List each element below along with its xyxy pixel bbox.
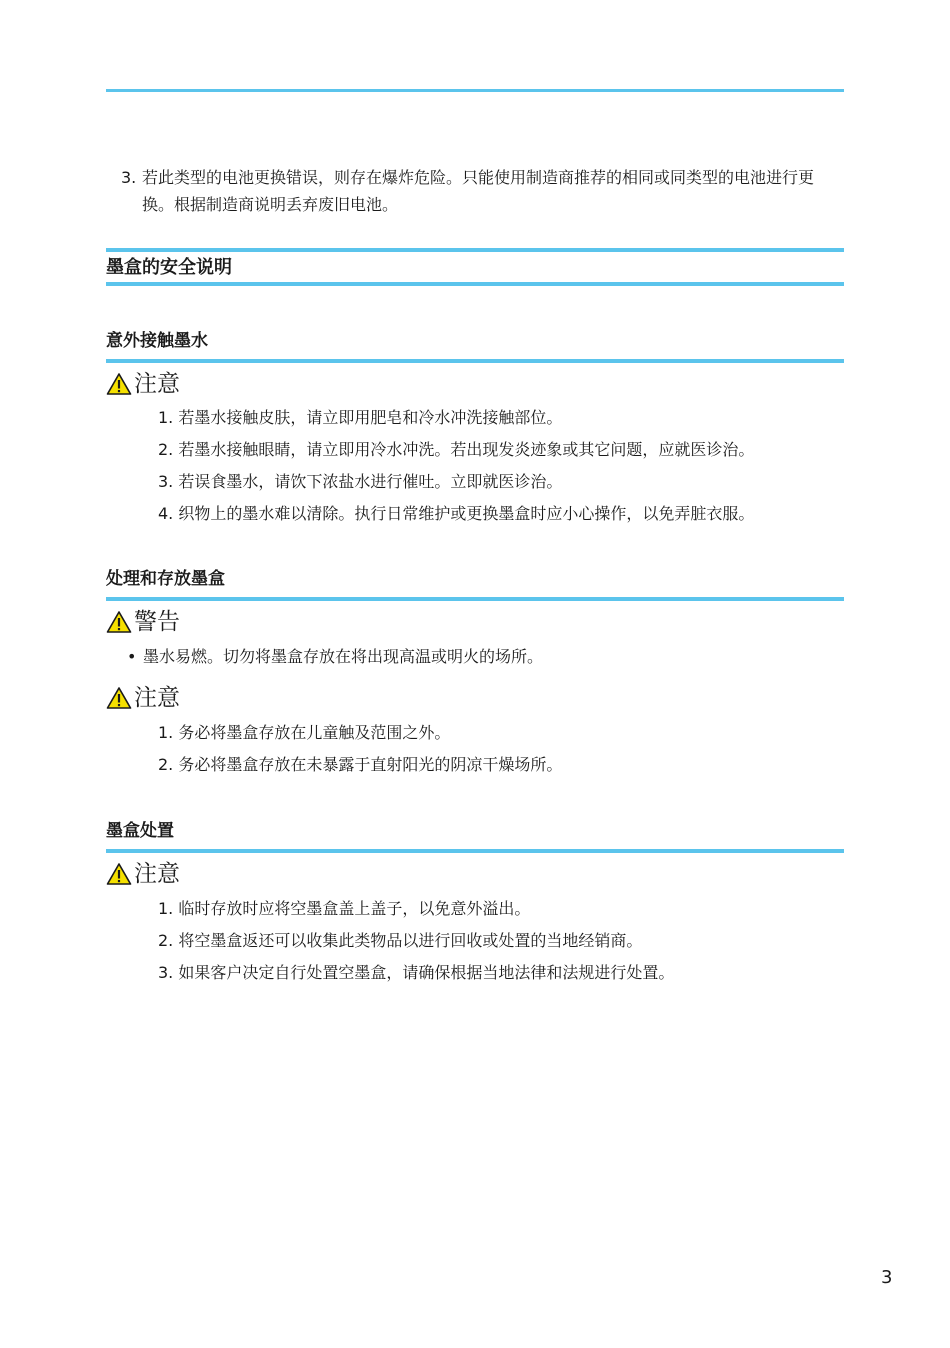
warning-list: [127, 643, 827, 671]
subsection-title: 意外接触墨水: [106, 331, 208, 351]
caution-label: 注意: [134, 861, 180, 887]
list-item: 1. 临时存放时应将空墨盒盖上盖子，以免意外溢出。: [158, 899, 531, 918]
warning-heading: [106, 607, 180, 637]
list-item-text: 墨水易燃。切勿将墨盒存放在将出现高温或明火的场所。: [143, 647, 544, 666]
warning-triangle-icon: [106, 372, 132, 396]
bullet-icon: •: [127, 647, 137, 666]
list-item: 3. 若误食墨水，请饮下浓盐水进行催吐。立即就医诊治。: [158, 472, 563, 491]
caution-label: 注意: [134, 371, 180, 397]
list-item: 1. 若墨水接触皮肤，请立即用肥皂和冷水冲洗接触部位。: [158, 408, 563, 427]
section-title: 墨盒的安全说明: [106, 257, 232, 278]
subsection-rule: [106, 849, 844, 853]
caution-label: 注意: [134, 685, 180, 711]
list-item: 2. 务必将墨盒存放在未暴露于直射阳光的阴凉干燥场所。: [158, 755, 563, 774]
list-item: 4. 织物上的墨水难以清除。执行日常维护或更换墨盒时应小心操作，以免弄脏衣服。: [158, 504, 755, 523]
caution-list: [158, 893, 848, 989]
section-header: [106, 248, 844, 286]
subsection-handling-storage: [106, 567, 844, 601]
subsection-rule: [106, 359, 844, 363]
list-item: [127, 643, 827, 671]
subsection-title: 处理和存放墨盒: [106, 569, 225, 589]
item-text: 若此类型的电池更换错误，则存在爆炸危险。只能使用制造商推荐的相同或同类型的电池进行更换。根据制造商说明丢弃废旧电池。: [142, 168, 815, 214]
page-number: 3: [881, 1267, 893, 1288]
subsection-title: 墨盒处置: [106, 821, 174, 841]
caution-heading: [106, 859, 180, 889]
list-item: 2. 将空墨盒返还可以收集此类物品以进行回收或处置的当地经销商。: [158, 931, 643, 950]
warning-label: 警告: [134, 609, 180, 635]
subsection-accidental-contact: [106, 329, 844, 363]
list-item: 3. 如果客户决定自行处置空墨盒，请确保根据当地法律和法规进行处置。: [158, 963, 675, 982]
caution-list: [158, 717, 848, 781]
subsection-disposal: [106, 819, 844, 853]
list-item: 1. 务必将墨盒存放在儿童触及范围之外。: [158, 723, 451, 742]
warning-triangle-icon: [106, 610, 132, 634]
top-rule: [106, 89, 844, 92]
item-number: 3.: [121, 168, 137, 187]
caution-heading: [106, 369, 180, 399]
subsection-rule: [106, 597, 844, 601]
warning-triangle-icon: [106, 862, 132, 886]
battery-warning-item: [121, 164, 843, 218]
list-item: 2. 若墨水接触眼睛，请立即用冷水冲洗。若出现发炎迹象或其它问题，应就医诊治。: [158, 440, 755, 459]
caution-list: [158, 402, 848, 530]
warning-triangle-icon: [106, 686, 132, 710]
caution-heading: [106, 683, 180, 713]
